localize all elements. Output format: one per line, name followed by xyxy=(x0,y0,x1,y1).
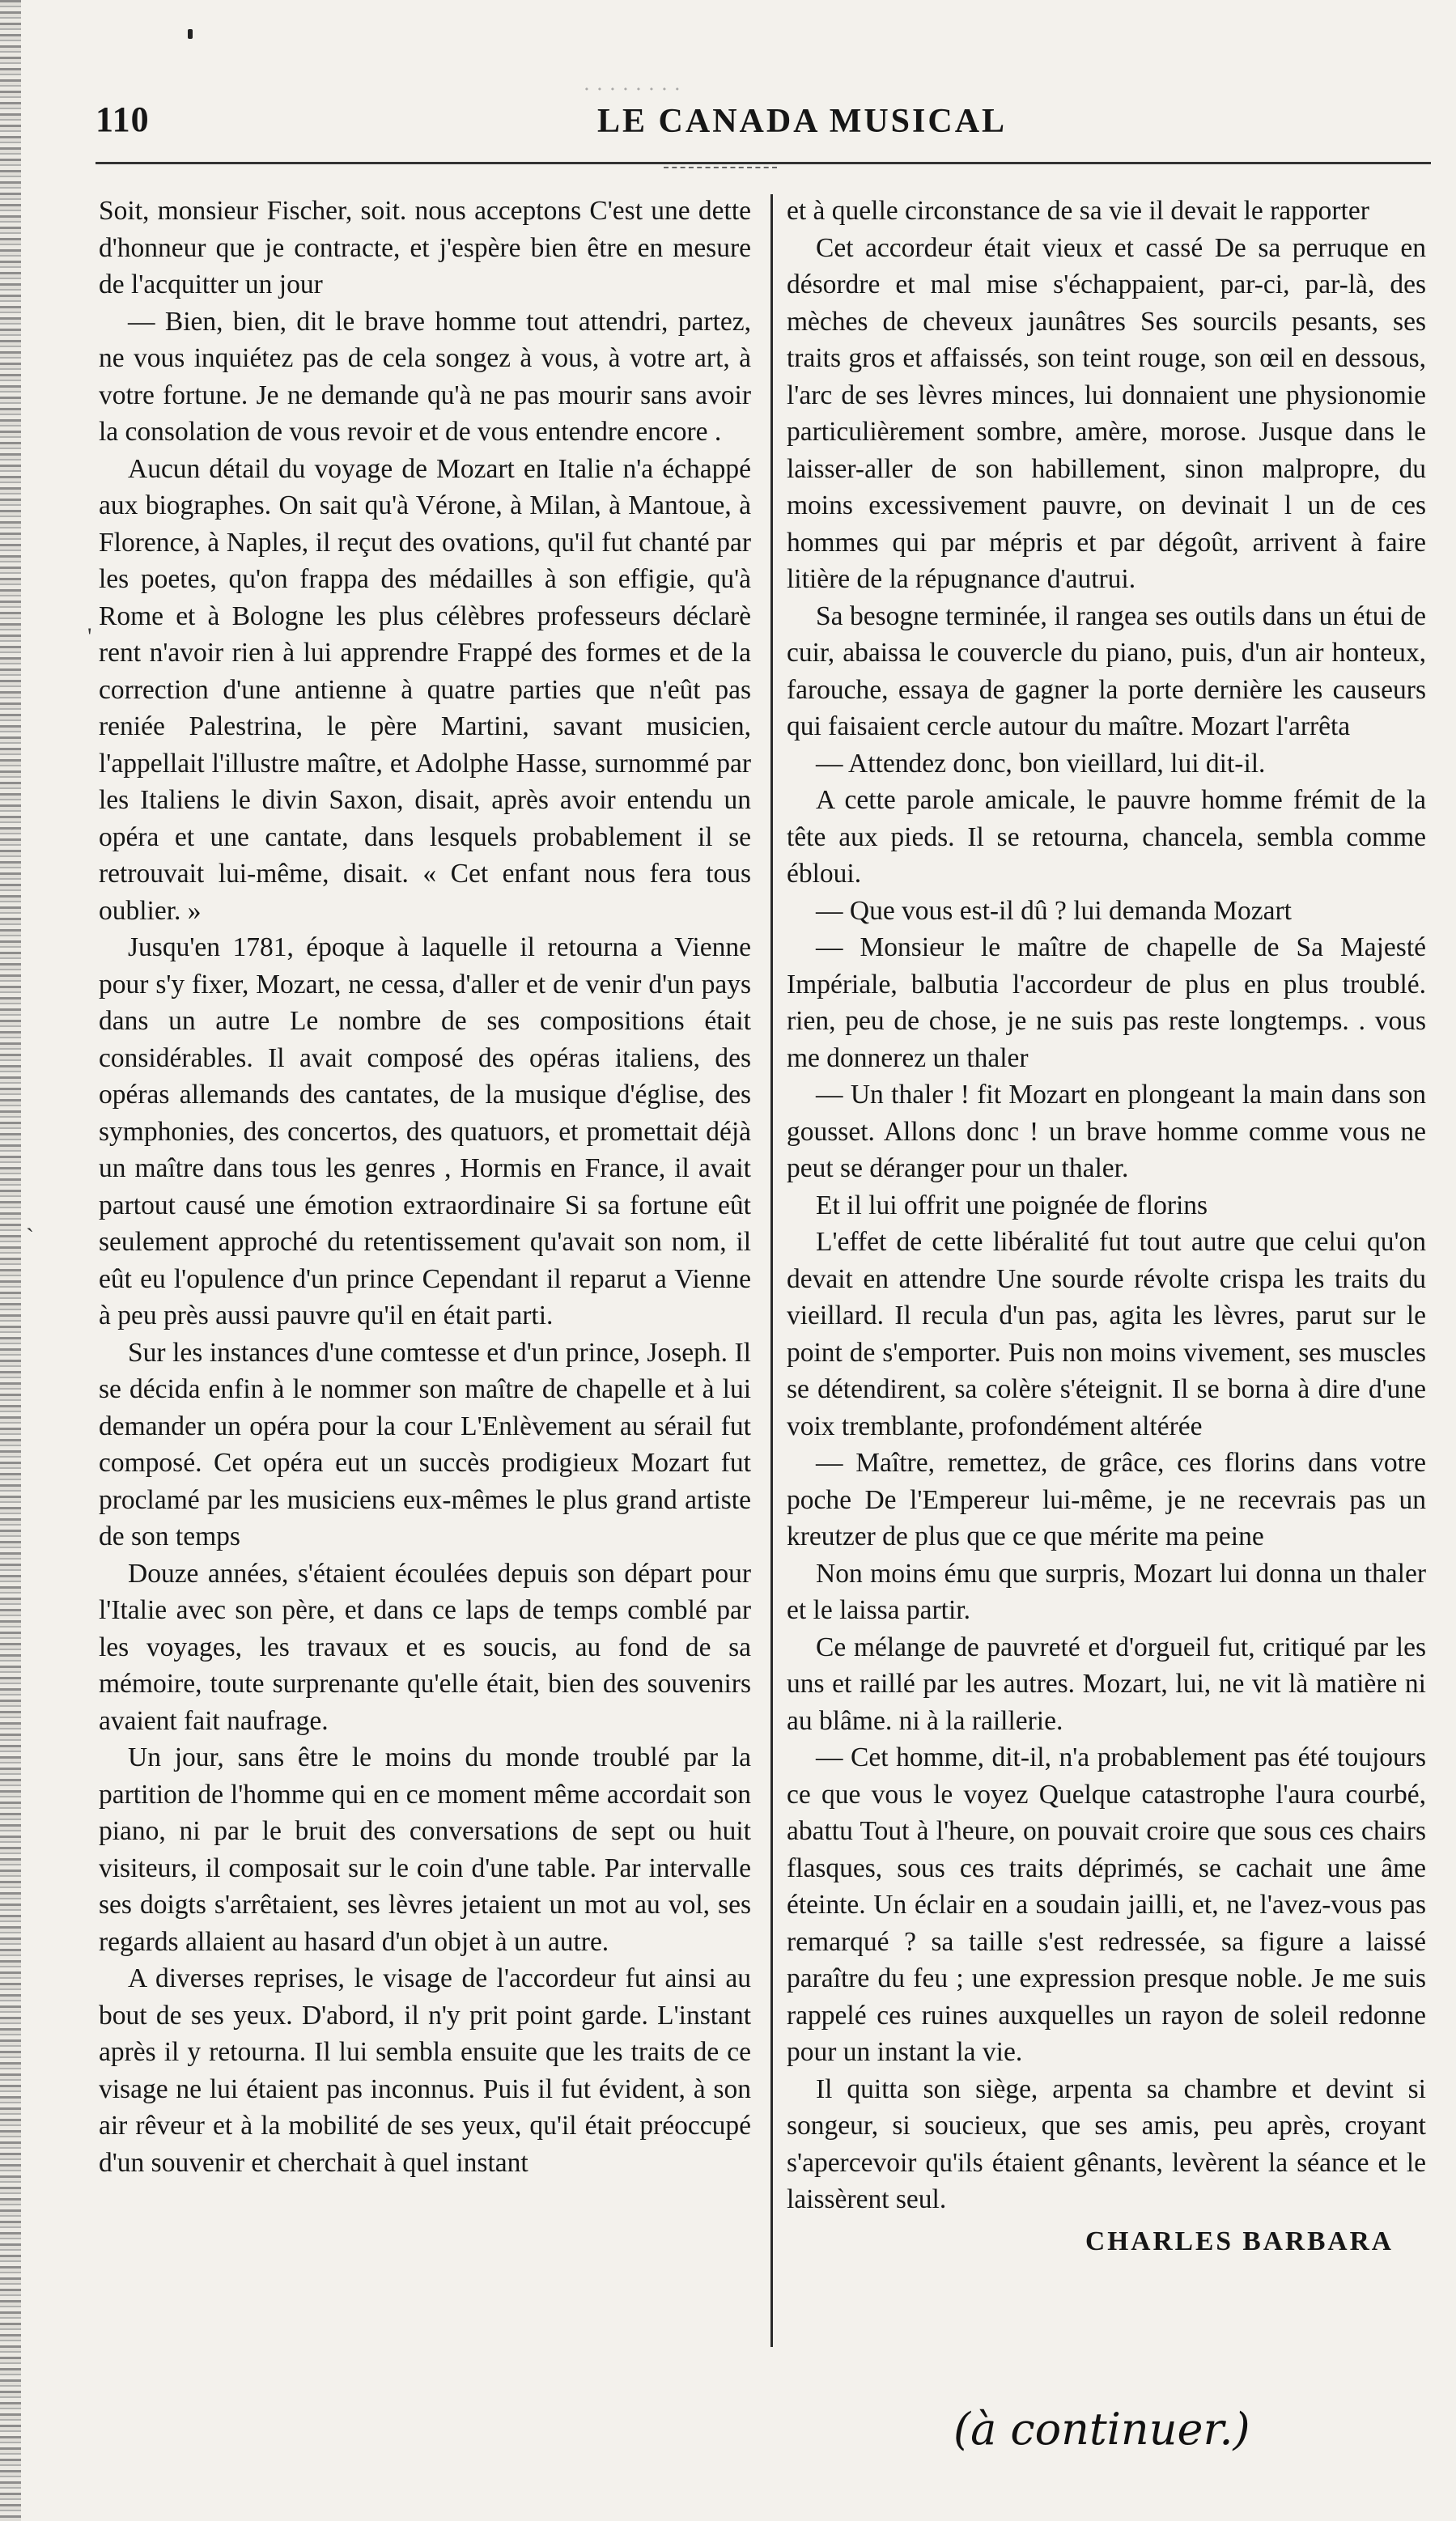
header-rule-ornament xyxy=(664,167,777,168)
paragraph: Et il lui offrit une poignée de florins xyxy=(816,1190,1208,1220)
paragraph: — Monsieur le maître de chapelle de Sa Majesté Impériale, balbutia l'accordeur de plus en plus troublé. rien, peu de chose, je ne suis pas reste longtemps. . vous me donnerez un thaler xyxy=(787,932,1426,1073)
paragraph: Non moins ému que surpris, Mozart lui donna un thaler et le laissa partir. xyxy=(787,1558,1426,1625)
paragraph: et à quelle circonstance de sa vie il devait le rapporter xyxy=(787,196,1369,226)
page-number: 110 xyxy=(96,100,150,139)
running-title: LE CANADA MUSICAL xyxy=(597,103,1008,140)
paragraph: Sa besogne terminée, il rangea ses outils dans un étui de cuir, abaissa le couvercle du piano, puis, d'un air honteux, farouche, essaya de gagner la porte dernière les causeurs qui faisaient cercle autour du maître. Mozart l'arrêta xyxy=(787,601,1426,741)
print-mark xyxy=(188,29,193,39)
binding-edge xyxy=(0,0,21,2521)
paragraph: L'effet de cette libéralité fut tout autre que celui qu'on devait en attendre Une sourde révolte crispa les traits du vieillard. Il recula d'un pas, agita les lèvres, parut sur le point de s'emporter. Puis non moins vivement, ses muscles se détendirent, sa colère s'éteignit. Il se borna à dire d'une voix tremblante, profondément altérée xyxy=(787,1227,1426,1441)
header-rule xyxy=(96,162,1431,164)
paragraph: — Que vous est-il dû ? lui demanda Mozart xyxy=(816,895,1292,926)
column-separator xyxy=(770,194,773,2347)
margin-mark: ` xyxy=(26,1224,34,1250)
paragraph: — Un thaler ! fit Mozart en plongeant la main dans son gousset. Allons donc ! un brave homme comme vous ne peut se déranger pour un thaler. xyxy=(787,1080,1426,1183)
paragraph: Un jour, sans être le moins du monde troublé par la partition de l'homme qui en ce moment même accordait son piano, ni par le bruit des conversations de sept ou huit visiteurs, il composait sur le coin d'une table. Par intervalle ses doigts s'arrêtaient, ses lèvres jetaient un mot au vol, ses regards allaient au hasard d'un objet à un autre. xyxy=(99,1742,751,1957)
author-signature: CHARLES BARBARA xyxy=(1085,2226,1394,2256)
right-column xyxy=(787,193,1426,2362)
paragraph: — Maître, remettez, de grâce, ces florins dans votre poche De l'Empereur lui-même, je ne recevrais pas un kreutzer de plus que ce que mérite ma peine xyxy=(787,1448,1426,1551)
bleed-through-text: ˙˙˙˙˙˙˙˙ xyxy=(581,83,685,109)
paragraph: Sur les instances d'une comtesse et d'un prince, Joseph. Il se décida enfin à le nommer son maître de chapelle et à lui demander un opéra pour la cour L'Enlèvement au sérail fut composé. Cet opéra eut un succès prodigieux Mozart fut proclamé par les musiciens eux-mêmes le plus grand artiste de son temps xyxy=(99,1337,751,1551)
paragraph: — Bien, bien, dit le brave homme tout attendri, partez, ne vous inquiétez pas de cela songez à vous, à votre art, à votre fortune. Je ne demande qu'à ne pas mourir sans avoir la consolation de vous revoir et de vous entendre encore . xyxy=(99,306,751,447)
page-header xyxy=(96,83,1423,160)
paragraph: Cet accordeur était vieux et cassé De sa perruque en désordre et mal mise s'échappaient, par-ci, par-là, des mèches de cheveux jaunâtres Ses sourcils pesants, ses traits gros et affaissés, son teint rouge, son œil en dessous, l'arc de ses lèvres minces, lui donnaient une physionomie particulièrement sombre, amère, morose. Jusque dans le laisser-aller de son habillement, sinon malpropre, du moins excessivement pauvre, on devinait l un de ces hommes qui par mépris et par dégoût, arrivent à faire litière de la répugnance d'autrui. xyxy=(787,232,1426,594)
handwritten-note-text: (à continuer.) xyxy=(953,2404,1250,2455)
paragraph: Il quitta son siège, arpenta sa chambre et devint si songeur, si soucieux, que ses amis, peu après, croyant s'apercevoir qu'ils étaient gênants, levèrent la séance et le laissèrent seul. xyxy=(787,2073,1426,2214)
paragraph: Aucun détail du voyage de Mozart en Italie n'a échappé aux biographes. On sait qu'à Vérone, à Milan, à Mantoue, à Florence, à Naples, il reçut des ovations, qu'il fut chanté par les poetes, qu'on frappa des médailles à son effigie, qu'à Rome et à Bologne les plus célèbres professeurs déclarè rent n'avoir rien à lui apprendre Frappé des formes et de la correction d'une antienne à quatre parties que n'eût pas reniée Palestrina, le père Martini, savant musicien, l'appellait l'illustre maître, et Adolphe Hasse, surnommé par les Italiens le divin Saxon, disait, après avoir entendu un opéra et une cantate, dans lesquels probablement il se retrouvait lui-même, disait. « Cet enfant nous fera tous oublier. » xyxy=(99,453,751,926)
paragraph: A cette parole amicale, le pauvre homme frémit de la tête aux pieds. Il se retourna, chancela, sembla comme ébloui. xyxy=(787,785,1426,889)
left-column xyxy=(99,193,751,2362)
paragraph: — Attendez donc, bon vieillard, lui dit-il. xyxy=(816,748,1266,779)
margin-mark: ' xyxy=(87,623,92,650)
paragraph: Soit, monsieur Fischer, soit. nous acceptons C'est une dette d'honneur que je contracte, et j'espère bien être en mesure de l'acquitter un jour xyxy=(99,196,751,299)
paragraph: Jusqu'en 1781, époque à laquelle il retourna a Vienne pour s'y fixer, Mozart, ne cessa, d'aller et de venir d'un pays dans un autre Le nombre de ses compositions était considérables. Il avait composé des opéras italiens, des opéras allemands des cantates, de la musique d'église, des symphonies, des concertos, des quatuors, et promettait déjà un maître dans tous les genres , Hormis en France, il avait partout causé une émotion extraordinaire Si sa fortune eût seulement approché du retentissement qu'avait son nom, il eût eu l'opulence d'un prince Cependant il reparut a Vienne à peu près aussi pauvre qu'il en était parti. xyxy=(99,932,751,1331)
paragraph: A diverses reprises, le visage de l'accordeur fut ainsi au bout de ses yeux. D'abord, il n'y prit point garde. L'instant après il y retourna. Il lui sembla ensuite que les traits de ce visage ne lui étaient pas inconnus. Puis il fut évident, à son air rêveur et à la mobilité de ses yeux, qu'il était préoccupé d'un souvenir et cherchait à quel instant xyxy=(99,1963,751,2178)
paragraph: Douze années, s'étaient écoulées depuis son départ pour l'Italie avec son père, et dans ce laps de temps comblé par les voyages, les travaux et es soucis, au fond de sa mémoire, toute surprenante qu'elle était, bien des souvenirs avaient fait naufrage. xyxy=(99,1558,751,1736)
handwritten-annotation xyxy=(939,2396,1311,2468)
paragraph: — Cet homme, dit-il, n'a probablement pas été toujours ce que vous le voyez Quelque catastrophe l'aura courbé, abattu Tout à l'heure, on pouvait croire que sous ces chairs flasques, sous ces traits déprimés, se cachait une âme éteinte. Un éclair en a soudain jailli, et, ne l'avez-vous pas remarqué ? sa taille s'est redressée, sa figure a laissé paraître du feu ; une expression presque noble. Je me suis rappelé ces ruines auxquelles un rayon de soleil redonne pour un instant la vie. xyxy=(787,1742,1426,2067)
paragraph: Ce mélange de pauvreté et d'orgueil fut, critiqué par les uns et raillé par les autres. Mozart, lui, ne vit là matière ni au blâme. ni à la raillerie. xyxy=(787,1632,1426,1736)
